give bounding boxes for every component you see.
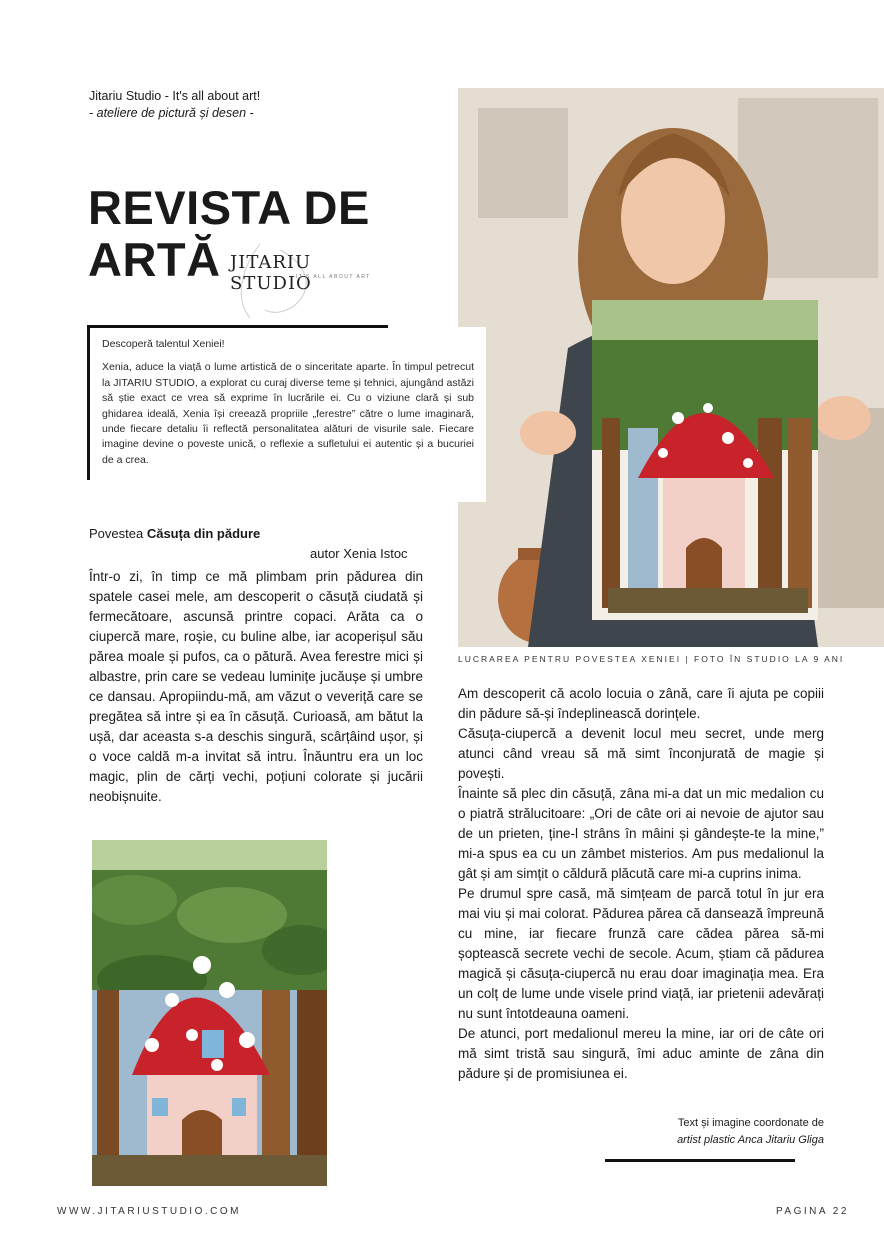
intro-side-rule — [87, 325, 90, 480]
mushroom-house-image — [92, 840, 327, 1186]
footer-website-link[interactable]: WWW.JITARIUSTUDIO.COM — [57, 1206, 241, 1217]
story-paragraph: Căsuța-ciupercă a devenit locul meu secret, unde merg atunci când vreau să mă simt înconjurată de magie și povești. — [458, 726, 824, 781]
studio-subtitle: - ateliere de pictură și desen - — [89, 106, 254, 120]
studio-tagline: Jitariu Studio - It's all about art! — [89, 89, 261, 103]
credit-artist: artist plastic Anca Jitariu Gliga — [677, 1134, 824, 1146]
story-paragraph: De atunci, port medalionul mereu la mine, iar ori de câte ori mă simt tristă sau singură, îmi aduc aminte de zâna din pădure și de promisiunea ei. — [458, 1026, 824, 1081]
story-heading — [89, 526, 260, 541]
intro-body: Xenia, aduce la viață o lume artistică de o sinceritate aparte. În timpul petrecut la JITARIU STUDIO, a explorat cu curaj diverse teme și tehnici, ajungând astăzi să știe exact ce vrea să exprime în lucrările ei. Cu o viziune clară și sub ghidarea ideală, Xenia își creează propriile „ferestre” către o lume imaginară, unde fiecare detaliu îi reflectă personalitatea alături de visurile sale. Fiecare imagine devine o poveste unică, o reflexie a sufletului ei autentic și a bucuriei de a crea. — [102, 361, 474, 466]
story-label: Povestea — [89, 526, 144, 541]
logo-tagline: IT'S ALL ABOUT ART — [296, 274, 371, 280]
story-paragraph: Pe drumul spre casă, mă simțeam de parcă totul în jur era mai viu și mai colorat. Pădurea părea că dansează împreună cu mine, iar fiecare frunză care cădea părea să-mi șoptească secrete vechi de secole. Acum, știam că pădurea magică și căsuța-ciupercă nu erau doar imaginația mea. Era un colț de lume unde visele prind viață, iar prietenii adevărați nu sunt întotdeauna oameni. — [458, 886, 824, 1021]
story-paragraph: Într-o zi, în timp ce mă plimbam prin pădurea din spatele casei mele, am descoperit o căsuță ciudată și fermecătoare, ascunsă printre copaci. Arăta ca o ciupercă mare, roșie, cu buline albe, iar acoperișul său părea moale și pufos, ca o pătură. Avea ferestre mici și albastre, prin care se vedeau luminițe jucăușe și umbre ce dansau. Apropiindu-mă, am văzut o veveriță care se pregătea să intre și ea în căsuță. Curioasă, am bătut la ușă, dar aceasta s-a deschis singură, scârțâind ușor, și o voce caldă m-a invitat să intru. Înăuntru era un loc magic, plin de cărți vechi, poțiuni colorate și jucării neobișnuite. — [89, 569, 423, 804]
page-number: PAGINA 22 — [776, 1206, 849, 1217]
title-line-1: REVISTA DE — [88, 181, 370, 234]
studio-logo — [220, 240, 380, 320]
mushroom-house-drawing — [92, 840, 327, 1186]
title-line-2: ARTĂ — [88, 233, 221, 286]
studio-header — [89, 88, 260, 122]
credit-line: Text și imagine coordonate de — [677, 1117, 824, 1129]
intro-top-rule — [90, 325, 388, 328]
photo-caption: LUCRAREA PENTRU POVESTEA XENIEI | FOTO ÎN STUDIO LA 9 ANI — [458, 654, 845, 664]
credit-rule — [605, 1159, 795, 1162]
story-right-column — [458, 684, 824, 1084]
intro-heading: Descoperă talentul Xeniei! — [102, 338, 225, 350]
story-author: autor Xenia Istoc — [310, 546, 408, 561]
credit-block — [600, 1115, 824, 1149]
girl-holding-painting-image — [458, 88, 884, 647]
story-paragraph: Înainte să plec din căsuță, zâna mi-a dat un mic medalion cu o piatră strălucitoare: „Ori de câte ori ai nevoie de ajutor sau de un prieten, ține-l strâns în mâini și gândește-te la mine,” mi-a spus ea cu un zâmbet misterios. Am pus medalionul la gât și am simțit o căldură plăcută care mi-a cuprins inima. — [458, 786, 824, 881]
story-title: Căsuța din pădure — [146, 526, 261, 541]
story-left-column — [89, 567, 423, 807]
studio-photo — [458, 88, 884, 647]
intro-box — [90, 327, 486, 502]
story-paragraph: Am descoperit că acolo locuia o zână, care îi ajuta pe copiii din pădure să-și îndeplinească dorințele. — [458, 686, 824, 721]
logo-name: JITARIU STUDIO — [230, 252, 312, 294]
